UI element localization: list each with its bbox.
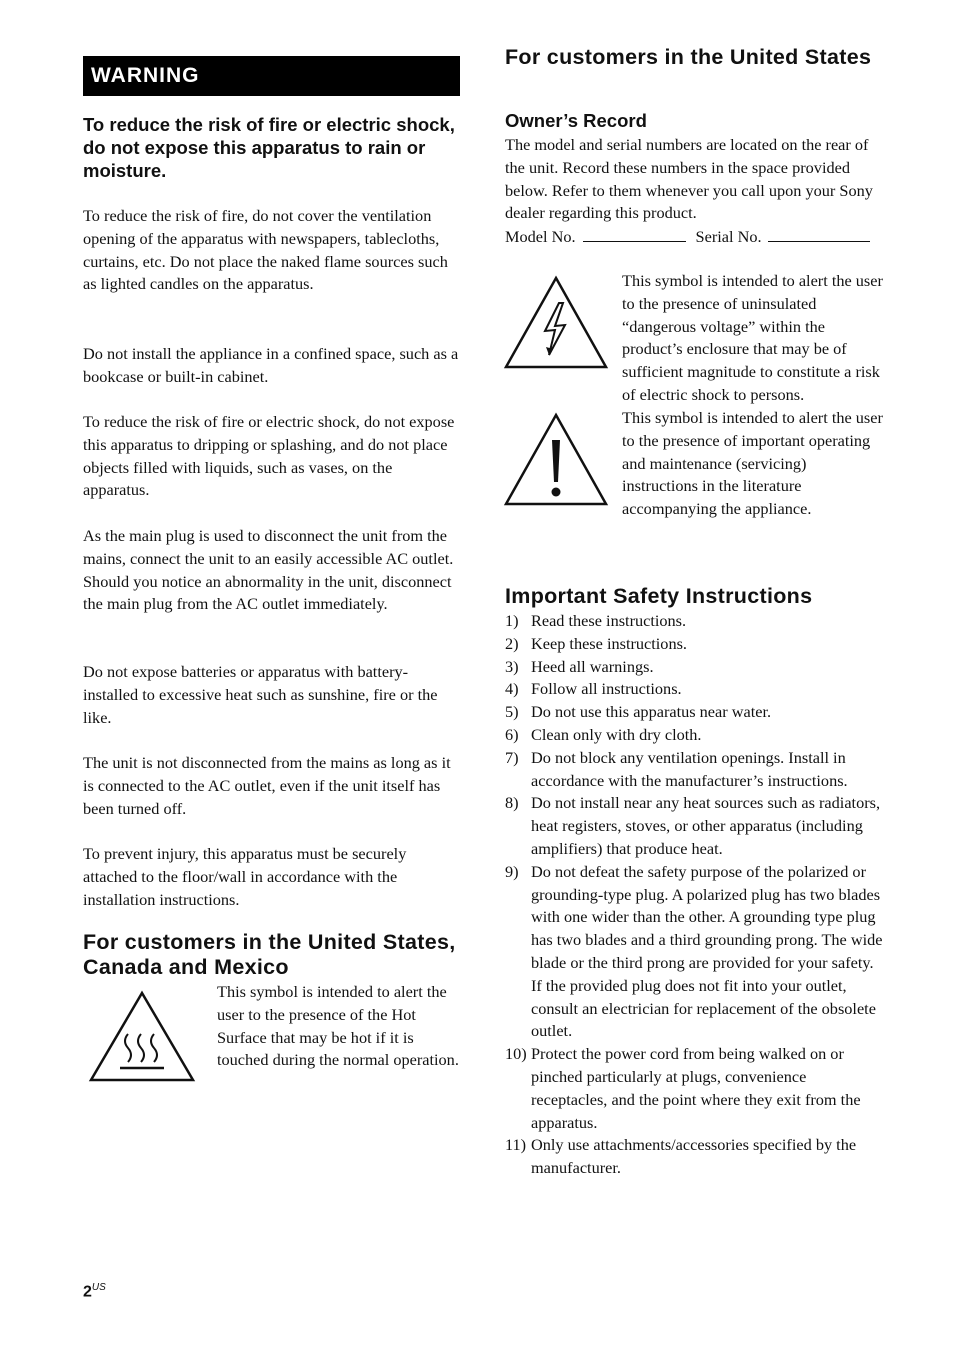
list-item: 9) Do not defeat the safety purpose of the polarized or grounding-type plug. A polarized plug has two blades with one wider than the other. A grounding type plug has two blades and a third grounding prong. The wide blade or the third prong are provided for your safety. If the provided plug does not fit into your outlet, consult an electrician for replacement of the obsolete outlet. [505, 861, 883, 1041]
list-item: 7) Do not block any ventilation openings. Install in accordance with the manufacturer’s instructions. [505, 747, 848, 790]
list-item: 10) Protect the power cord from being walked on or pinched particularly at plugs, convenience receptacles, and the point where they exit from the apparatus. [505, 1044, 861, 1132]
owners-record-text: The model and serial numbers are located on the rear of the unit. Record these numbers in the space provided below. Refer to them whenever you call upon your Sony dealer regarding this product. [505, 135, 873, 223]
hot-surface-icon [88, 990, 196, 1084]
warning-paragraph: As the main plug is used to disconnect the unit from the mains, connect the unit to an easily accessible AC outlet. Should you notice an abnormality in the unit, disconnect the main plug from the AC outlet immediately. [83, 526, 454, 614]
page-suffix: US [91, 1282, 106, 1293]
list-item: 3) Heed all warnings. [505, 656, 654, 676]
hot-surface-description: This symbol is intended to alert the user to the presence of the Hot Surface that may be hot if it is touched during the normal operation. [217, 982, 459, 1070]
list-item: 8) Do not install near any heat sources such as radiators, heat registers, stoves, or other apparatus (including amplifiers) that produce heat. [505, 793, 881, 858]
list-item: 6) Clean only with dry cloth. [505, 724, 702, 744]
warning-paragraph: Do not install the appliance in a confined space, such as a bookcase or built-in cabinet. [83, 344, 459, 386]
warning-paragraph: The unit is not disconnected from the mains as long as it is connected to the AC outlet, even if the unit itself has been turned off. [83, 753, 451, 818]
list-item: 1) Read these instructions. [505, 611, 687, 630]
exclamation-warning-icon [503, 412, 609, 507]
serial-blank-field [768, 227, 870, 242]
page-number: $2^{US}$ [83, 1282, 106, 1301]
list-item: 5) Do not use this apparatus near water. [505, 702, 772, 722]
section-heading-us-canada-mexico: For customers in the United States, Canada and Mexico [83, 930, 456, 979]
dangerous-voltage-icon [503, 275, 609, 370]
model-blank-field [583, 227, 686, 242]
exclamation-warning-description: This symbol is intended to alert the user to the presence of important operating and maintenance (servicing) instructions in the literature accompanying the appliance. [622, 408, 883, 519]
list-item: 2) Keep these instructions. [505, 633, 687, 653]
section-heading-us: For customers in the United States [505, 45, 872, 69]
list-item: 11) Only use attachments/accessories specified by the manufacturer. [505, 1135, 857, 1178]
warning-lead: To reduce the risk of fire or electric shock, do not expose this apparatus to rain or moisture. [83, 114, 455, 181]
model-label: Model No. [505, 227, 576, 246]
safety-instructions-heading: Important Safety Instructions [505, 584, 813, 608]
dangerous-voltage-description: This symbol is intended to alert the user to the presence of uninsulated “dangerous voltage” within the product’s enclosure that may be of sufficient magnitude to constitute a risk of electric shock to persons. [622, 271, 883, 404]
warning-paragraph: Do not expose batteries or apparatus with battery-installed to excessive heat such as sunshine, fire or the like. [83, 662, 438, 727]
owners-record-heading: Owner’s Record [505, 110, 647, 131]
list-item: 4) Follow all instructions. [505, 679, 682, 699]
model-serial-line [505, 226, 883, 249]
warning-title: WARNING [83, 56, 460, 96]
serial-label: Serial No. [695, 227, 762, 246]
warning-paragraph: To reduce the risk of fire, do not cover the ventilation opening of the apparatus with newspapers, tablecloths, curtains, etc. Do not place the naked flame sources such as lighted candles on the apparatus. [83, 206, 448, 294]
safety-instructions-list [505, 610, 885, 1180]
warning-paragraph: To reduce the risk of fire or electric shock, do not expose this apparatus to dripping or splashing, and do not place objects filled with liquids, such as vases, on the apparatus. [83, 412, 455, 500]
warning-paragraph: To prevent injury, this apparatus must be securely attached to the floor/wall in accordance with the installation instructions. [83, 844, 407, 909]
